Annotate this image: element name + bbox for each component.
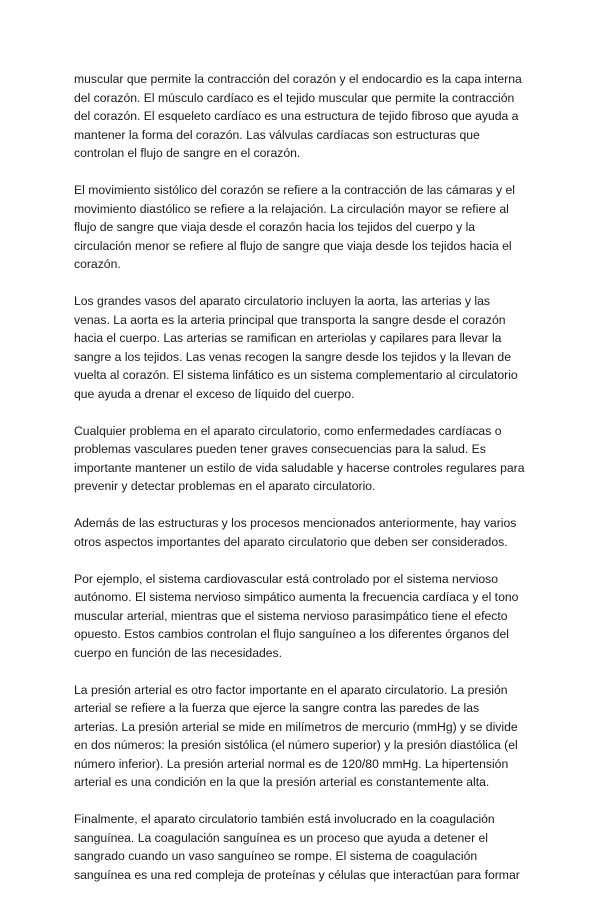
- paragraph-nervous-control: Por ejemplo, el sistema cardiovascular está controlado por el sistema nervioso autónomo. El sistema nervioso simpático aumenta la frecuencia cardíaca y el tono muscular arterial, mientras que el sistema nervioso parasimpático tiene el efecto opuesto. Estos cambios controlan el flujo sanguíneo a los diferentes órganos del cuerpo en función de las necesidades.: [74, 571, 519, 660]
- paragraph-coagulation: Finalmente, el aparato circulatorio también está involucrado en la coagulación sanguínea. La coagulación sanguínea es un proceso que ayuda a detener el sangrado cuando un vaso sanguíneo se rompe. El sistema de coagulación sanguínea es una red compleja de proteínas y células que interactúan para formar: [74, 812, 520, 882]
- paragraph-other-aspects: Además de las estructuras y los procesos mencionados anteriormente, hay varios otros aspectos importantes del aparato circulatorio que deben ser considerados.: [74, 516, 517, 549]
- paragraph-circulatory-problems: Cualquier problema en el aparato circulatorio, como enfermedades cardíacas o problemas vasculares pueden tener graves consecuencias para la salud. Es importante mantener un estilo de vida saludable y hacerse controles regulares para prevenir y detectar problemas en el aparato circulatorio.: [74, 423, 525, 493]
- paragraph-blood-pressure: La presión arterial es otro factor importante en el aparato circulatorio. La presión arterial se refiere a la fuerza que ejerce la sangre contra las paredes de las arterias. La presión arterial se mide en milímetros de mercurio (mmHg) y se divide en dos números: la presión sistólica (el número superior) y la presión diastólica (el número inferior). La presión arterial normal es de 120/80 mmHg. La hipertensión arterial es una condición en la que la presión arterial es constantemente alta.: [74, 682, 518, 789]
- document-body: [74, 70, 526, 903]
- paragraph-great-vessels: Los grandes vasos del aparato circulatorio incluyen la aorta, las arterias y las venas. La aorta es la arteria principal que transporta la sangre desde el corazón hacia el cuerpo. Las arterias se ramifican en arteriolas y capilares para llevar la sangre a los tejidos. Las venas recogen la sangre desde los tejidos y la llevan de vuelta al corazón. El sistema linfático es un sistema complementario al circulatorio que ayuda a drenar el exceso de líquido del cuerpo.: [74, 294, 518, 401]
- paragraph-heart-layers: muscular que permite la contracción del corazón y el endocardio es la capa interna del corazón. El músculo cardíaco es el tejido muscular que permite la contracción del corazón. El esqueleto cardíaco es una estructura de tejido fibroso que ayuda a mantener la forma del corazón. Las válvulas cardíacas son estructuras que controlan el flujo de sangre en el corazón.: [74, 72, 522, 160]
- paragraph-systole-diastole: El movimiento sistólico del corazón se refiere a la contracción de las cámaras y el movimiento diastólico se refiere a la relajación. La circulación mayor se refiere al flujo de sangre que viaja desde el corazón hacia los tejidos del cuerpo y la circulación menor se refiere al flujo de sangre que viaja desde los tejidos hacia el corazón.: [74, 183, 515, 271]
